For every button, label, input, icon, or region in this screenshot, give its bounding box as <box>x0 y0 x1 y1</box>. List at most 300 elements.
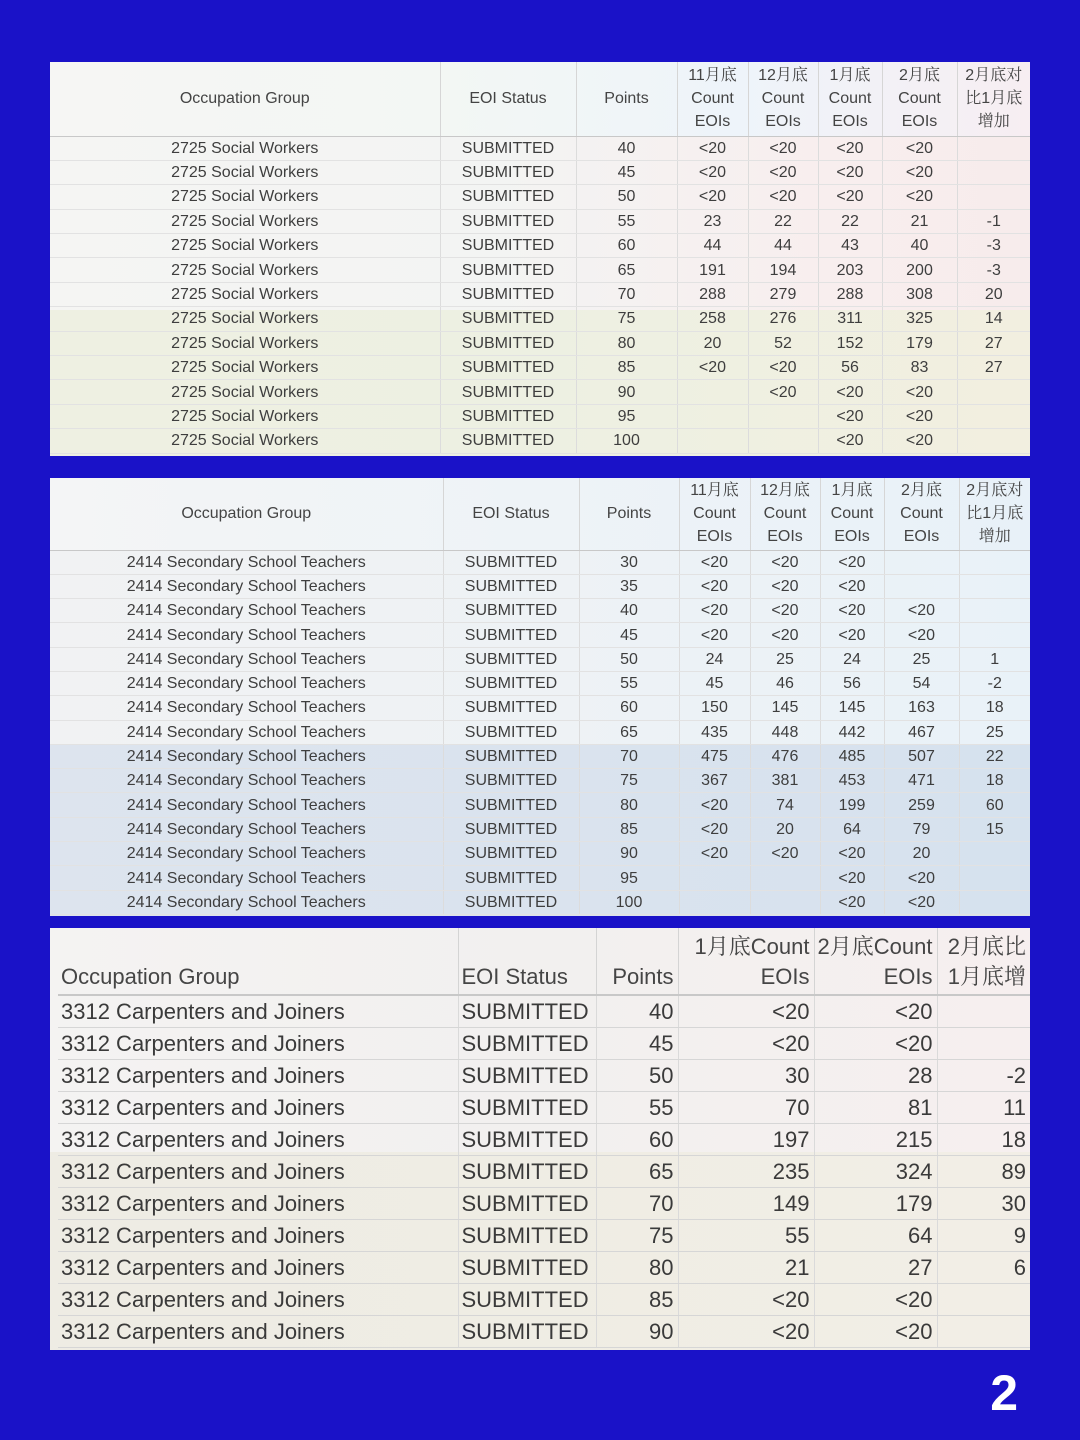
table-cell: SUBMITTED <box>440 160 576 184</box>
table-cell: 2414 Secondary School Teachers <box>50 671 443 695</box>
table-cell: 485 <box>820 744 884 768</box>
table-cell: <20 <box>882 185 957 209</box>
table-cell: 21 <box>882 209 957 233</box>
table-row <box>50 769 1030 793</box>
table-cell <box>937 995 1030 1028</box>
table-cell: 70 <box>579 744 679 768</box>
table-cell: 2725 Social Workers <box>50 234 440 258</box>
table-cell: 18 <box>959 769 1030 793</box>
table-cell: <20 <box>750 842 820 866</box>
table-cell: 35 <box>579 574 679 598</box>
table-cell: <20 <box>884 890 959 914</box>
table-cell: <20 <box>818 404 882 428</box>
table-cell: 80 <box>596 1252 678 1284</box>
table-cell <box>677 429 748 453</box>
table-cell: SUBMITTED <box>443 866 579 890</box>
table-cell: 79 <box>884 817 959 841</box>
table-cell: <20 <box>820 623 884 647</box>
table-cell: 2725 Social Workers <box>50 160 440 184</box>
table-cell: <20 <box>677 160 748 184</box>
table-cell: SUBMITTED <box>443 769 579 793</box>
table-cell: SUBMITTED <box>458 1028 596 1060</box>
table-row <box>50 160 1030 184</box>
table-cell: 90 <box>596 1316 678 1348</box>
table-cell: 22 <box>959 744 1030 768</box>
table-cell: SUBMITTED <box>443 744 579 768</box>
column-header: Occupation Group <box>50 478 443 550</box>
secondary-teachers-table <box>50 478 1030 915</box>
table-cell: 64 <box>820 817 884 841</box>
table-cell: 25 <box>884 647 959 671</box>
table-cell: 55 <box>579 671 679 695</box>
table-cell: <20 <box>679 550 750 574</box>
table-cell: <20 <box>748 380 818 404</box>
column-header: EOI Status <box>440 62 576 136</box>
table-cell <box>679 866 750 890</box>
table-cell: 279 <box>748 282 818 306</box>
social-workers-panel <box>50 62 1030 456</box>
table-cell <box>957 380 1030 404</box>
table-cell: 152 <box>818 331 882 355</box>
table-row <box>50 599 1030 623</box>
table-cell: <20 <box>750 599 820 623</box>
table-cell: <20 <box>882 429 957 453</box>
table-cell: 3312 Carpenters and Joiners <box>58 1252 458 1284</box>
table-cell: 442 <box>820 720 884 744</box>
table-cell: 179 <box>882 331 957 355</box>
table-cell: 43 <box>818 234 882 258</box>
table-cell: 2725 Social Workers <box>50 429 440 453</box>
table-cell: -3 <box>957 258 1030 282</box>
table-cell: 2725 Social Workers <box>50 331 440 355</box>
table-cell: SUBMITTED <box>440 331 576 355</box>
social-workers-table <box>50 62 1030 454</box>
table-cell: <20 <box>679 793 750 817</box>
table-cell: 276 <box>748 307 818 331</box>
table-row <box>58 1284 1030 1316</box>
column-header: Occupation Group <box>58 928 458 995</box>
table-cell: SUBMITTED <box>458 1124 596 1156</box>
table-cell: <20 <box>820 842 884 866</box>
table-cell: 476 <box>750 744 820 768</box>
table-cell: 40 <box>596 995 678 1028</box>
column-header: 12月底 Count EOIs <box>750 478 820 550</box>
table-cell: SUBMITTED <box>458 1252 596 1284</box>
table-cell: 14 <box>957 307 1030 331</box>
table-cell: SUBMITTED <box>443 671 579 695</box>
table-cell: SUBMITTED <box>443 599 579 623</box>
table-cell <box>748 404 818 428</box>
table-cell: <20 <box>882 380 957 404</box>
table-cell: 2725 Social Workers <box>50 380 440 404</box>
table-cell: SUBMITTED <box>458 1220 596 1252</box>
table-cell: 45 <box>579 623 679 647</box>
table-row <box>50 209 1030 233</box>
column-header: 12月底 Count EOIs <box>748 62 818 136</box>
table-row <box>50 380 1030 404</box>
table-cell: <20 <box>884 599 959 623</box>
table-cell <box>937 1284 1030 1316</box>
table-cell: SUBMITTED <box>440 404 576 428</box>
table-cell: <20 <box>820 550 884 574</box>
table-cell: 259 <box>884 793 959 817</box>
table-cell: 95 <box>579 866 679 890</box>
table-cell: 100 <box>579 890 679 914</box>
table-cell: SUBMITTED <box>443 550 579 574</box>
carpenters-panel <box>50 928 1030 1350</box>
column-header: 1月底 Count EOIs <box>818 62 882 136</box>
table-row <box>58 1156 1030 1188</box>
table-cell: 367 <box>679 769 750 793</box>
table-cell: -2 <box>959 671 1030 695</box>
table-cell: 20 <box>884 842 959 866</box>
table-cell: 2414 Secondary School Teachers <box>50 890 443 914</box>
table-cell: 3312 Carpenters and Joiners <box>58 995 458 1028</box>
table-cell: SUBMITTED <box>440 234 576 258</box>
table-cell: 197 <box>678 1124 814 1156</box>
table-cell: 46 <box>750 671 820 695</box>
table-row <box>50 282 1030 306</box>
table-cell: 44 <box>748 234 818 258</box>
table-cell: 199 <box>820 793 884 817</box>
table-cell <box>677 404 748 428</box>
table-cell: 145 <box>820 696 884 720</box>
table-cell: 65 <box>579 720 679 744</box>
table-cell: 2414 Secondary School Teachers <box>50 696 443 720</box>
table-cell: 15 <box>959 817 1030 841</box>
table-cell: 18 <box>959 696 1030 720</box>
table-cell: 70 <box>678 1092 814 1124</box>
table-row <box>58 1124 1030 1156</box>
table-cell: 95 <box>576 404 677 428</box>
table-cell: 200 <box>882 258 957 282</box>
table-cell: 80 <box>579 793 679 817</box>
column-header: 2月底 Count EOIs <box>882 62 957 136</box>
table-cell: 81 <box>814 1092 937 1124</box>
table-row <box>50 720 1030 744</box>
table-cell: 89 <box>937 1156 1030 1188</box>
table-cell: <20 <box>814 1316 937 1348</box>
table-cell: SUBMITTED <box>443 647 579 671</box>
table-cell: 24 <box>820 647 884 671</box>
table-cell: SUBMITTED <box>443 623 579 647</box>
table-cell: <20 <box>814 1028 937 1060</box>
table-cell: <20 <box>750 550 820 574</box>
table-cell: SUBMITTED <box>458 995 596 1028</box>
table-cell: 288 <box>677 282 748 306</box>
table-row <box>58 1252 1030 1284</box>
table-cell: SUBMITTED <box>458 1092 596 1124</box>
table-cell: 2725 Social Workers <box>50 185 440 209</box>
table-cell: <20 <box>748 136 818 160</box>
table-cell: 2414 Secondary School Teachers <box>50 769 443 793</box>
table-cell: SUBMITTED <box>458 1316 596 1348</box>
table-cell: SUBMITTED <box>440 136 576 160</box>
table-header <box>50 478 1030 550</box>
table-cell <box>750 890 820 914</box>
table-cell: -3 <box>957 234 1030 258</box>
table-cell: 45 <box>576 160 677 184</box>
table-cell: SUBMITTED <box>458 1284 596 1316</box>
table-cell: 30 <box>937 1188 1030 1220</box>
table-cell: <20 <box>678 1316 814 1348</box>
table-row <box>50 429 1030 453</box>
table-cell <box>679 890 750 914</box>
table-cell: 40 <box>576 136 677 160</box>
table-row <box>50 331 1030 355</box>
table-cell: <20 <box>884 866 959 890</box>
table-cell: 203 <box>818 258 882 282</box>
table-cell: 50 <box>576 185 677 209</box>
table-cell: SUBMITTED <box>440 258 576 282</box>
column-header: Occupation Group <box>50 62 440 136</box>
table-cell: 3312 Carpenters and Joiners <box>58 1284 458 1316</box>
table-cell: 435 <box>679 720 750 744</box>
table-row <box>50 866 1030 890</box>
table-cell: 80 <box>576 331 677 355</box>
table-row <box>50 647 1030 671</box>
table-cell: <20 <box>679 623 750 647</box>
table-cell: SUBMITTED <box>443 817 579 841</box>
table-cell: 3312 Carpenters and Joiners <box>58 1124 458 1156</box>
column-header: 2月底Count EOIs <box>814 928 937 995</box>
column-header: 11月底 Count EOIs <box>677 62 748 136</box>
table-cell: <20 <box>679 842 750 866</box>
table-row <box>50 890 1030 914</box>
table-cell: 27 <box>957 356 1030 380</box>
table-row <box>58 1220 1030 1252</box>
table-cell <box>957 160 1030 184</box>
table-cell: 3312 Carpenters and Joiners <box>58 1028 458 1060</box>
table-row <box>58 995 1030 1028</box>
table-cell: 3312 Carpenters and Joiners <box>58 1092 458 1124</box>
table-cell: 75 <box>579 769 679 793</box>
table-cell: 90 <box>576 380 677 404</box>
table-cell: 6 <box>937 1252 1030 1284</box>
table-cell: 311 <box>818 307 882 331</box>
table-cell: 55 <box>596 1092 678 1124</box>
table-cell: 381 <box>750 769 820 793</box>
table-cell: <20 <box>814 1284 937 1316</box>
table-cell: <20 <box>882 136 957 160</box>
table-cell: SUBMITTED <box>443 574 579 598</box>
table-cell <box>748 429 818 453</box>
table-cell: <20 <box>677 356 748 380</box>
table-cell: <20 <box>820 574 884 598</box>
table-cell: 60 <box>579 696 679 720</box>
table-cell: 150 <box>679 696 750 720</box>
table-cell: 2725 Social Workers <box>50 136 440 160</box>
column-header: 1月底Count EOIs <box>678 928 814 995</box>
table-cell: 44 <box>677 234 748 258</box>
table-row <box>50 817 1030 841</box>
column-header: 1月底 Count EOIs <box>820 478 884 550</box>
table-cell: 23 <box>677 209 748 233</box>
table-cell: 40 <box>579 599 679 623</box>
table-cell: 3312 Carpenters and Joiners <box>58 1060 458 1092</box>
table-cell <box>959 574 1030 598</box>
table-cell: 25 <box>750 647 820 671</box>
table-cell: 90 <box>579 842 679 866</box>
table-cell: 2414 Secondary School Teachers <box>50 720 443 744</box>
table-cell: 179 <box>814 1188 937 1220</box>
table-cell: <20 <box>820 866 884 890</box>
table-cell: 215 <box>814 1124 937 1156</box>
table-cell: SUBMITTED <box>443 842 579 866</box>
column-header: Points <box>576 62 677 136</box>
table-cell <box>959 842 1030 866</box>
secondary-teachers-panel <box>50 478 1030 916</box>
table-cell: <20 <box>814 995 937 1028</box>
table-cell: 56 <box>820 671 884 695</box>
table-cell: 2725 Social Workers <box>50 356 440 380</box>
table-cell: 45 <box>679 671 750 695</box>
table-cell: 65 <box>576 258 677 282</box>
table-cell: 54 <box>884 671 959 695</box>
table-cell: 288 <box>818 282 882 306</box>
table-cell: <20 <box>750 574 820 598</box>
table-cell <box>959 599 1030 623</box>
column-header: 2月底对 比1月底 增加 <box>957 62 1030 136</box>
table-cell: 75 <box>596 1220 678 1252</box>
table-cell: 27 <box>957 331 1030 355</box>
table-cell: 70 <box>596 1188 678 1220</box>
table-cell: <20 <box>748 160 818 184</box>
table-cell: 2725 Social Workers <box>50 307 440 331</box>
table-cell <box>959 866 1030 890</box>
table-cell: 60 <box>576 234 677 258</box>
table-cell <box>957 429 1030 453</box>
table-cell: 22 <box>818 209 882 233</box>
table-cell: 100 <box>576 429 677 453</box>
table-cell: 324 <box>814 1156 937 1188</box>
table-cell: 45 <box>596 1028 678 1060</box>
table-cell: 70 <box>576 282 677 306</box>
table-row <box>50 744 1030 768</box>
table-cell: 56 <box>818 356 882 380</box>
table-cell: <20 <box>748 185 818 209</box>
table-cell: 21 <box>678 1252 814 1284</box>
table-cell: <20 <box>679 574 750 598</box>
table-cell: <20 <box>678 1284 814 1316</box>
table-cell: <20 <box>818 429 882 453</box>
table-cell: -1 <box>957 209 1030 233</box>
table-cell <box>677 380 748 404</box>
table-cell: SUBMITTED <box>458 1188 596 1220</box>
table-cell: 24 <box>679 647 750 671</box>
table-row <box>58 1028 1030 1060</box>
table-row <box>50 574 1030 598</box>
table-cell: <20 <box>884 623 959 647</box>
table-cell: 191 <box>677 258 748 282</box>
column-header: 2月底 Count EOIs <box>884 478 959 550</box>
table-cell: 507 <box>884 744 959 768</box>
table-header <box>58 928 1030 995</box>
table-cell: SUBMITTED <box>440 380 576 404</box>
table-cell: 2414 Secondary School Teachers <box>50 623 443 647</box>
table-row <box>50 136 1030 160</box>
table-cell: 50 <box>596 1060 678 1092</box>
table-cell <box>959 623 1030 647</box>
table-cell: SUBMITTED <box>443 890 579 914</box>
column-header: EOI Status <box>458 928 596 995</box>
table-cell: SUBMITTED <box>458 1060 596 1092</box>
table-cell: <20 <box>818 136 882 160</box>
table-row <box>50 185 1030 209</box>
table-cell <box>957 136 1030 160</box>
table-cell: <20 <box>750 623 820 647</box>
table-cell: 75 <box>576 307 677 331</box>
table-cell <box>937 1316 1030 1348</box>
column-header: Points <box>579 478 679 550</box>
column-header: 2月底对 比1月底 增加 <box>959 478 1030 550</box>
table-cell: 163 <box>884 696 959 720</box>
table-cell: <20 <box>748 356 818 380</box>
table-cell: <20 <box>882 404 957 428</box>
table-cell: 2414 Secondary School Teachers <box>50 744 443 768</box>
table-cell <box>959 550 1030 574</box>
table-row <box>50 696 1030 720</box>
table-cell: 25 <box>959 720 1030 744</box>
table-cell: 453 <box>820 769 884 793</box>
column-header: Points <box>596 928 678 995</box>
table-cell: SUBMITTED <box>440 209 576 233</box>
table-cell <box>884 550 959 574</box>
table-cell: 28 <box>814 1060 937 1092</box>
table-cell: <20 <box>818 160 882 184</box>
table-cell: 85 <box>576 356 677 380</box>
table-cell: SUBMITTED <box>440 429 576 453</box>
table-row <box>50 258 1030 282</box>
table-cell: <20 <box>677 136 748 160</box>
table-row <box>50 671 1030 695</box>
table-cell <box>959 890 1030 914</box>
table-cell: 74 <box>750 793 820 817</box>
page-number: 2 <box>990 1365 1018 1421</box>
table-cell: 65 <box>596 1156 678 1188</box>
column-header: 11月底 Count EOIs <box>679 478 750 550</box>
table-cell: <20 <box>882 160 957 184</box>
table-row <box>58 1060 1030 1092</box>
table-cell <box>884 574 959 598</box>
table-row <box>58 1188 1030 1220</box>
carpenters-table <box>58 928 1030 1348</box>
table-cell: <20 <box>820 890 884 914</box>
table-cell: 2414 Secondary School Teachers <box>50 574 443 598</box>
table-cell: 83 <box>882 356 957 380</box>
table-cell: 3312 Carpenters and Joiners <box>58 1220 458 1252</box>
table-cell: 60 <box>959 793 1030 817</box>
table-cell: 2414 Secondary School Teachers <box>50 817 443 841</box>
table-row <box>50 234 1030 258</box>
table-cell: 2414 Secondary School Teachers <box>50 599 443 623</box>
table-cell: 1 <box>959 647 1030 671</box>
table-cell: 85 <box>579 817 679 841</box>
table-cell: 475 <box>679 744 750 768</box>
table-row <box>50 404 1030 428</box>
table-cell: SUBMITTED <box>443 696 579 720</box>
table-row <box>50 842 1030 866</box>
table-cell: 2725 Social Workers <box>50 209 440 233</box>
table-cell: 30 <box>678 1060 814 1092</box>
table-cell: 2414 Secondary School Teachers <box>50 842 443 866</box>
table-cell: <20 <box>679 599 750 623</box>
table-cell: 3312 Carpenters and Joiners <box>58 1316 458 1348</box>
table-cell: 3312 Carpenters and Joiners <box>58 1188 458 1220</box>
table-cell: 308 <box>882 282 957 306</box>
table-cell: <20 <box>678 1028 814 1060</box>
table-cell: SUBMITTED <box>440 356 576 380</box>
